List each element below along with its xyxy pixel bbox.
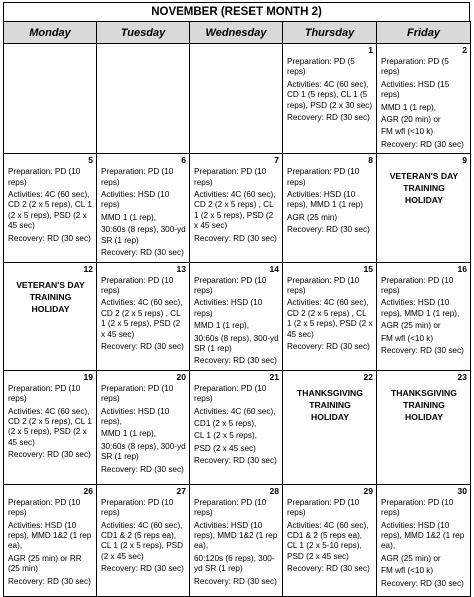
workout-entry: Recovery: RD (30 sec) xyxy=(194,356,277,366)
workout-entry: Activities: HSD (10 reps), MMD 1&2 (1 rep ea), xyxy=(194,520,278,551)
workout-entry: 30:60s (8 reps), 300-yd SR (1 rep) xyxy=(101,441,186,462)
holiday-label-line: HOLIDAY xyxy=(405,411,443,422)
day-cell xyxy=(190,154,283,262)
day-cell xyxy=(283,370,377,484)
calendar-grid xyxy=(3,21,471,597)
day-cell xyxy=(377,370,471,484)
day-cell-content xyxy=(377,44,470,153)
workout-entry: Activities: HSD (15 reps) xyxy=(381,79,450,100)
day-cell-content xyxy=(283,485,376,596)
day-cell xyxy=(97,44,190,154)
date-number: 27 xyxy=(176,485,186,496)
weekday-header-row xyxy=(4,22,471,44)
holiday-label-line: TRAINING xyxy=(29,291,72,302)
workout-entry: Activities: HSD (10 reps), xyxy=(101,406,170,426)
workout-entry: MMD 1 (1 rep), xyxy=(101,212,157,222)
workout-entry: Recovery: RD (30 sec) xyxy=(381,578,464,588)
date-number: 22 xyxy=(363,371,373,382)
day-cell-content xyxy=(190,263,282,370)
date-number: 21 xyxy=(269,371,279,382)
day-cell xyxy=(377,262,471,370)
workout-entry: Activities: 4C (60 sec), CD 2 (2 x 5 reps), CL 1 (2 x 5 reps), PSD (2 x 45 sec) xyxy=(8,190,92,231)
workout-entry: Preparation: PD (10 reps) xyxy=(194,167,267,187)
day-cell xyxy=(97,262,190,370)
day-cell-content xyxy=(377,154,470,261)
week-row xyxy=(4,44,471,154)
calendar-body xyxy=(4,44,471,597)
workout-entry: AGR (20 min) or xyxy=(381,115,441,125)
day-cell xyxy=(97,154,190,262)
week-row xyxy=(4,484,471,596)
workout-entry: FM wfl (<10 k) xyxy=(381,333,434,343)
holiday-label-line: TRAINING xyxy=(403,399,445,410)
workout-entry: Recovery: RD (30 sec) xyxy=(8,450,91,460)
workout-entry: Preparation: PD (5 reps) xyxy=(287,57,355,77)
date-number xyxy=(194,46,279,56)
date-number: 1 xyxy=(368,45,373,55)
workout-entry: Recovery: RD (30 sec) xyxy=(101,464,184,474)
day-cell-content xyxy=(190,371,282,484)
date-number: 12 xyxy=(83,263,93,274)
holiday-label-line: HOLIDAY xyxy=(311,411,349,422)
workout-entry: Activities: 4C (60 sec), CD 2 (2 x 5 reps) , CL 1 (2 x 5 reps), PSD (2 x 45 sec) xyxy=(287,298,373,339)
day-cell xyxy=(190,44,283,154)
workout-entry: Preparation: PD (10 reps) xyxy=(381,497,454,518)
day-cell-content xyxy=(190,485,282,596)
date-number: 13 xyxy=(176,263,186,274)
day-header-thursday: Thursday xyxy=(283,22,377,44)
workout-entry: Recovery: RD (30 sec) xyxy=(287,113,370,123)
day-cell xyxy=(4,262,97,370)
day-cell xyxy=(97,370,190,484)
workout-entry: Preparation: PD (5 reps) xyxy=(381,57,449,77)
workout-entry: Activities: HSD (10 reps) xyxy=(101,190,170,210)
workout-entry: Recovery: RD (30 sec) xyxy=(194,576,277,586)
holiday-label-line: THANKSGIVING xyxy=(391,387,457,398)
day-cell xyxy=(4,154,97,262)
holiday-label xyxy=(381,170,467,206)
day-cell xyxy=(4,370,97,484)
day-cell-content xyxy=(97,44,189,153)
holiday-label xyxy=(8,279,93,315)
workout-entry: CL 1 (2 x 5 reps), xyxy=(194,431,257,441)
workout-entry: Recovery: RD (30 sec) xyxy=(194,456,277,466)
day-cell xyxy=(283,262,377,370)
workout-entry: Preparation: PD (10 reps) xyxy=(8,497,81,518)
day-cell-content xyxy=(4,44,96,153)
workout-entry: Preparation: PD (10 reps) xyxy=(8,167,81,187)
date-number: 9 xyxy=(462,155,467,166)
date-number xyxy=(101,46,186,56)
day-cell-content xyxy=(283,154,376,261)
day-cell-content xyxy=(4,154,96,261)
workout-entry: CD1 (2 x 5 reps), xyxy=(194,418,257,428)
day-cell xyxy=(4,484,97,596)
workout-entry: Activities: HSD (10 reps), MMD 1 (1 rep), xyxy=(381,298,460,318)
workout-entry: Preparation: PD (10 reps) xyxy=(101,497,174,518)
holiday-label-line: VETERAN'S DAY xyxy=(389,171,459,182)
workout-entry: Preparation: PD (10 reps) xyxy=(101,167,174,187)
day-cell xyxy=(190,262,283,370)
workout-entry: AGR (25 min) xyxy=(287,212,338,222)
workout-entry: 30:60s (8 reps), 300-yd SR (1 rep) xyxy=(194,333,279,353)
workout-entry: Preparation: PD (10 reps) xyxy=(194,497,267,518)
workout-entry: Recovery: RD (30 sec) xyxy=(381,139,464,149)
workout-entry: FM wfl (<10 k) xyxy=(381,127,434,137)
workout-entry: Preparation: PD (10 reps) xyxy=(381,275,454,295)
workout-entry: Activities: HSD (10 reps), MMD 1&2 (1 rep ea), xyxy=(381,520,465,551)
date-number: 29 xyxy=(363,485,373,496)
workout-entry: Recovery: RD (30 sec) xyxy=(287,564,370,574)
workout-entry: MMD 1 (1 rep), xyxy=(194,321,250,331)
day-cell xyxy=(190,484,283,596)
date-number: 26 xyxy=(83,485,93,496)
day-cell xyxy=(190,370,283,484)
workout-entry: Preparation: PD (10 reps) xyxy=(101,383,174,404)
day-cell-content xyxy=(377,263,470,370)
day-cell-content xyxy=(283,371,376,484)
day-cell-content xyxy=(190,154,282,261)
date-number: 5 xyxy=(88,155,93,166)
workout-entry: MMD 1 (1 rep), xyxy=(101,429,157,439)
workout-entry: Preparation: PD (10 reps) xyxy=(194,275,267,295)
week-row xyxy=(4,154,471,262)
holiday-label-line: HOLIDAY xyxy=(31,303,70,314)
date-number: 16 xyxy=(457,263,467,274)
workout-entry: Activities: HSD (10 reps) xyxy=(194,298,263,318)
day-header-wednesday: Wednesday xyxy=(190,22,283,44)
workout-entry: Recovery: RD (30 sec) xyxy=(287,225,370,235)
workout-entry: Preparation: PD (10 reps) xyxy=(287,167,360,187)
holiday-label-line: VETERAN'S DAY xyxy=(16,279,85,290)
workout-entry: Recovery: RD (30 sec) xyxy=(194,233,277,243)
workout-entry: Recovery: RD (30 sec) xyxy=(101,248,184,258)
workout-entry: Activities: 4C (60 sec), CD1 & 2 (5 reps ea), CL 1 (2 x 5-10 reps), PSD (2 x 45 sec) xyxy=(287,520,369,561)
date-number: 15 xyxy=(363,263,373,274)
workout-entry: Preparation: PD (10 reps) xyxy=(287,497,360,518)
workout-entry: Activities: 4C (60 sec), CD 2 (2 x 5 reps) , CL 1 (2 x 5 reps), PSD (2 x 45 sec) xyxy=(101,298,183,339)
holiday-label xyxy=(381,387,467,423)
workout-entry: Recovery: RD (30 sec) xyxy=(101,564,184,574)
holiday-label-line: TRAINING xyxy=(403,183,445,194)
workout-entry: Preparation: PD (10 reps) xyxy=(194,383,267,404)
date-number: 7 xyxy=(274,155,279,166)
calendar-page xyxy=(3,2,470,587)
week-row xyxy=(4,262,471,370)
workout-entry: Activities: 4C (60 sec), CD 2 (2 x 5 reps) , CL 1 (2 x 5 reps), PSD (2 x 45 sec) xyxy=(194,190,276,231)
date-number: 23 xyxy=(457,371,467,382)
workout-entry: Recovery: RD (30 sec) xyxy=(8,233,91,243)
day-cell-content xyxy=(283,263,376,370)
workout-entry: AGR (25 min) or xyxy=(381,321,441,331)
workout-entry: Activities: HSD (10 reps), MMD 1&2 (1 rep ea), xyxy=(8,520,92,551)
workout-entry: AGR (25 min) or RR (25 min) xyxy=(8,553,82,574)
date-number: 6 xyxy=(181,155,186,166)
day-cell xyxy=(283,484,377,596)
date-number: 2 xyxy=(462,45,467,55)
workout-entry: Recovery: RD (30 sec) xyxy=(101,341,184,351)
workout-entry: Activities: 4C (60 sec), xyxy=(194,406,276,416)
holiday-label-line: THANKSGIVING xyxy=(297,387,363,398)
date-number: 8 xyxy=(368,155,373,166)
holiday-label xyxy=(287,387,373,423)
workout-entry: Activities: 4C (60 sec), CD 2 (2 x 5 reps), CL 1 (2 x 5 reps), PSD (2 x 45 sec) xyxy=(8,406,92,447)
day-cell-content xyxy=(97,154,189,261)
workout-entry: Preparation: PD (10 reps) xyxy=(8,383,81,404)
day-cell-content xyxy=(97,263,189,370)
day-cell-content xyxy=(283,44,376,153)
holiday-label-line: HOLIDAY xyxy=(405,195,443,206)
day-cell xyxy=(283,44,377,154)
workout-entry: PSD (2 x 45 sec) xyxy=(194,443,256,453)
workout-entry: Recovery: RD (30 sec) xyxy=(8,576,91,586)
day-cell-content xyxy=(97,485,189,596)
workout-entry: Recovery: RD (30 sec) xyxy=(381,345,464,355)
holiday-label-line: TRAINING xyxy=(309,399,351,410)
day-cell-content xyxy=(377,485,470,596)
day-cell xyxy=(377,484,471,596)
day-cell-content xyxy=(4,371,96,484)
workout-entry: Activities: HSD (10 reps), MMD 1 (1 rep) xyxy=(287,190,363,210)
workout-entry: Preparation: PD (10 reps) xyxy=(101,275,174,295)
workout-entry: AGR (25 min) or xyxy=(381,553,441,563)
day-cell-content xyxy=(190,44,282,153)
workout-entry: Activities: 4C (60 sec), CD1 & 2 (5 reps ea), CL 1 (2 x 5 reps), PSD (2 x 45 sec) xyxy=(101,520,184,561)
day-cell xyxy=(377,44,471,154)
workout-entry: FM wfl (<10 k) xyxy=(381,566,434,576)
workout-entry: 30:60s (8 reps), 300-yd SR (1 rep) xyxy=(101,225,186,245)
day-cell-content xyxy=(4,485,96,596)
day-cell xyxy=(97,484,190,596)
date-number: 14 xyxy=(269,263,279,274)
week-row xyxy=(4,370,471,484)
day-cell-content xyxy=(4,263,96,370)
date-number: 28 xyxy=(269,485,279,496)
date-number: 30 xyxy=(457,485,467,496)
day-header-tuesday: Tuesday xyxy=(97,22,190,44)
day-cell xyxy=(4,44,97,154)
day-cell xyxy=(377,154,471,262)
workout-entry: Activities: 4C (60 sec), CD 1 (5 reps), CL 1 (5 reps), PSD (2 x 30 sec) xyxy=(287,79,373,110)
day-cell xyxy=(283,154,377,262)
date-number xyxy=(8,46,93,56)
workout-entry: Recovery: RD (30 sec) xyxy=(287,341,370,351)
day-cell-content xyxy=(97,371,189,484)
day-cell-content xyxy=(377,371,470,484)
day-header-friday: Friday xyxy=(377,22,471,44)
calendar-title: NOVEMBER (RESET MONTH 2) xyxy=(3,2,470,21)
date-number: 19 xyxy=(83,371,93,382)
date-number: 20 xyxy=(176,371,186,382)
workout-entry: MMD 1 (1 rep), xyxy=(381,102,437,112)
day-header-monday: Monday xyxy=(4,22,97,44)
workout-entry: Preparation: PD (10 reps) xyxy=(287,275,360,295)
workout-entry: 60:120s (6 reps), 300-yd SR (1 rep) xyxy=(194,553,275,574)
